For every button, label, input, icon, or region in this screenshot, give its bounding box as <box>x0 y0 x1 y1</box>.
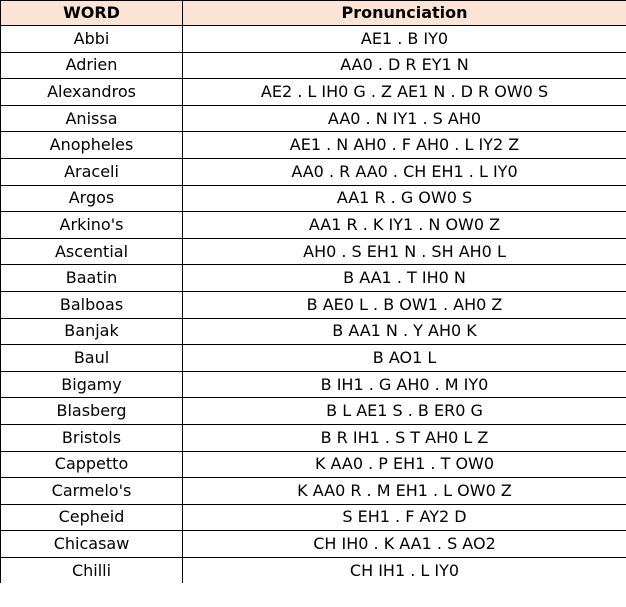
pronunciation-cell: AH0 . S EH1 N . SH AH0 L <box>183 238 626 265</box>
word-cell: Balboas <box>1 291 183 318</box>
table-row <box>1 345 626 372</box>
pronunciation-cell: CH IH1 . L IY0 <box>183 557 626 583</box>
table-row <box>1 158 626 185</box>
word-cell: Arkino's <box>1 212 183 239</box>
pronunciation-cell: AA0 . N IY1 . S AH0 <box>183 105 626 132</box>
pronunciation-cell: AE1 . N AH0 . F AH0 . L IY2 Z <box>183 132 626 159</box>
word-cell: Alexandros <box>1 79 183 106</box>
table-row <box>1 424 626 451</box>
table-row <box>1 52 626 79</box>
word-cell: Bristols <box>1 424 183 451</box>
pronunciation-cell: K AA0 . P EH1 . T OW0 <box>183 451 626 478</box>
pronunciation-cell: CH IH0 . K AA1 . S AO2 <box>183 531 626 558</box>
word-cell: Chilli <box>1 557 183 583</box>
word-cell: Anopheles <box>1 132 183 159</box>
pronunciation-cell: B AA1 N . Y AH0 K <box>183 318 626 345</box>
pronunciation-cell: B IH1 . G AH0 . M IY0 <box>183 371 626 398</box>
table-row <box>1 185 626 212</box>
pronunciation-cell: AE1 . B IY0 <box>183 26 626 53</box>
pronunciation-cell: B R IH1 . S T AH0 L Z <box>183 424 626 451</box>
pronunciation-cell: AA1 R . G OW0 S <box>183 185 626 212</box>
word-cell: Cepheid <box>1 504 183 531</box>
word-cell: Araceli <box>1 158 183 185</box>
word-cell: Bigamy <box>1 371 183 398</box>
table-row <box>1 132 626 159</box>
word-cell: Ascential <box>1 238 183 265</box>
word-cell: Baatin <box>1 265 183 292</box>
pronunciation-cell: B AA1 . T IH0 N <box>183 265 626 292</box>
pronunciation-cell: AA1 R . K IY1 . N OW0 Z <box>183 212 626 239</box>
word-cell: Chicasaw <box>1 531 183 558</box>
word-cell: Cappetto <box>1 451 183 478</box>
table-row <box>1 291 626 318</box>
table-header-row <box>1 1 626 26</box>
table-row <box>1 504 626 531</box>
column-header-pronunciation: Pronunciation <box>183 1 626 26</box>
table-row <box>1 478 626 505</box>
table-row <box>1 79 626 106</box>
pronunciation-cell: S EH1 . F AY2 D <box>183 504 626 531</box>
table-row <box>1 105 626 132</box>
word-cell: Argos <box>1 185 183 212</box>
word-cell: Abbi <box>1 26 183 53</box>
table-row <box>1 451 626 478</box>
table-row <box>1 557 626 583</box>
pronunciation-cell: AA0 . D R EY1 N <box>183 52 626 79</box>
word-cell: Anissa <box>1 105 183 132</box>
word-cell: Baul <box>1 345 183 372</box>
table-body <box>1 26 626 584</box>
pronunciation-cell: B AE0 L . B OW1 . AH0 Z <box>183 291 626 318</box>
pronunciation-cell: AE2 . L IH0 G . Z AE1 N . D R OW0 S <box>183 79 626 106</box>
table-row <box>1 531 626 558</box>
pronunciation-cell: K AA0 R . M EH1 . L OW0 Z <box>183 478 626 505</box>
word-cell: Blasberg <box>1 398 183 425</box>
table-row <box>1 398 626 425</box>
table-row <box>1 26 626 53</box>
word-cell: Carmelo's <box>1 478 183 505</box>
pronunciation-cell: B AO1 L <box>183 345 626 372</box>
word-cell: Adrien <box>1 52 183 79</box>
column-header-word: WORD <box>1 1 183 26</box>
pronunciation-cell: AA0 . R AA0 . CH EH1 . L IY0 <box>183 158 626 185</box>
table-row <box>1 371 626 398</box>
table-row <box>1 212 626 239</box>
table-row <box>1 318 626 345</box>
word-cell: Banjak <box>1 318 183 345</box>
table-row <box>1 265 626 292</box>
table-row <box>1 238 626 265</box>
pronunciation-cell: B L AE1 S . B ER0 G <box>183 398 626 425</box>
